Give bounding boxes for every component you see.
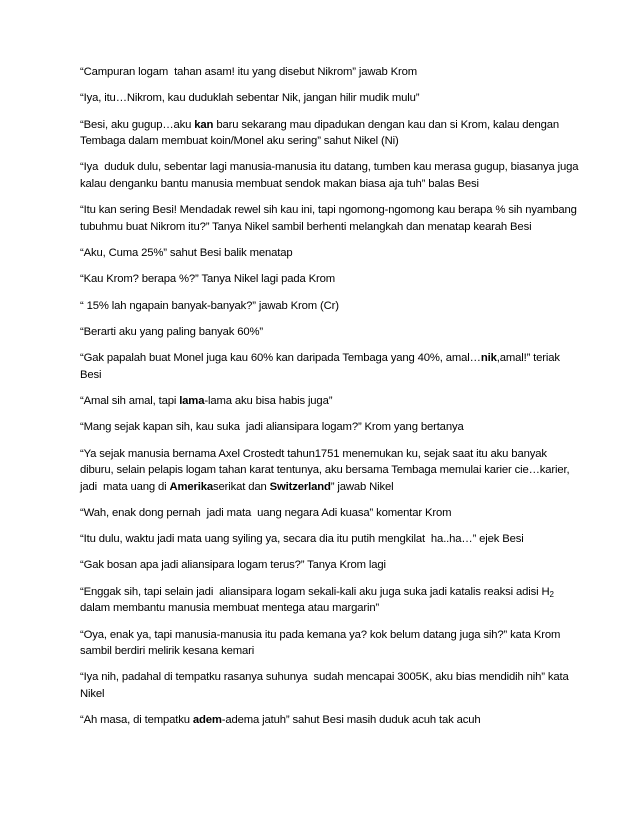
- text-run: “Besi, aku gugup…aku: [80, 118, 195, 131]
- text-run: “Itu dulu, waktu jadi mata uang syiling ya, secara dia itu putih mengkilat ha..ha…” ejek Besi: [80, 533, 524, 546]
- text-run: “Aku, Cuma 25%” sahut Besi balik menatap: [80, 246, 293, 259]
- text-run: baru sekarang mau dipadukan dengan kau dan si Krom, kalau dengan Tembaga dalam membuat koin/Monel aku sering” sahut Nikel (Ni): [80, 118, 562, 148]
- text-run: “Itu kan sering Besi! Mendadak rewel sih kau ini, tapi ngomong-ngomong kau berapa % sih nyambang tubuhmu buat Nikrom itu?” Tanya Nikel sambil berhenti melangkah dan menatap kearah Besi: [80, 204, 580, 233]
- text-run: serikat dan: [213, 480, 270, 493]
- text-run: “Mang sejak kapan sih, kau suka jadi aliansipara logam?” Krom yang bertanya: [80, 421, 464, 434]
- text-run: “Iya nih, padahal di tempatku rasanya suhunya sudah mencapai 3005K, aku bias mendidih nih” kata Nikel: [80, 671, 572, 700]
- dialogue-paragraph: [80, 446, 580, 496]
- text-run: “Kau Krom? berapa %?” Tanya Nikel lagi pada Krom: [80, 273, 336, 286]
- document-page: [80, 64, 580, 738]
- dialogue-paragraph: [80, 350, 580, 383]
- dialogue-paragraph: [80, 627, 580, 660]
- bold-text: lama: [179, 394, 205, 407]
- text-run: “Campuran logam tahan asam! itu yang disebut Nikrom” jawab Krom: [80, 66, 417, 78]
- text-run: “Gak papalah buat Monel juga kau 60% kan daripada Tembaga yang 40%, amal…: [80, 352, 481, 365]
- text-run: “Wah, enak dong pernah jadi mata uang negara Adi kuasa” komentar Krom: [80, 506, 452, 519]
- dialogue-paragraph: [80, 324, 580, 341]
- dialogue-paragraph: [80, 531, 580, 548]
- dialogue-paragraph: [80, 117, 580, 150]
- text-run: “Ya sejak manusia bernama Axel Crostedt tahun1751 menemukan ku, sejak saat itu aku banyak diburu, selain pelapis logam tahan karat tentunya, aku bersama Tembaga memulai karier cie…karier, jadi mata uang di: [80, 447, 573, 493]
- dialogue-paragraph: [80, 505, 580, 522]
- subscript-text: 2: [549, 589, 554, 599]
- text-run: -adema jatuh” sahut Besi masih duduk acuh tak acuh: [221, 714, 481, 727]
- text-run: dalam membantu manusia membuat mentega atau margarin”: [80, 585, 557, 615]
- text-run: “Oya, enak ya, tapi manusia-manusia itu pada kemana ya? kok belum datang juga sih?” kata Krom sambil berdiri melirik kesana kemari: [80, 628, 564, 658]
- text-run: “Enggak sih, tapi selain jadi aliansipara logam sekali-kali aku juga suka jadi katalis reaksi adisi H: [80, 585, 550, 598]
- dialogue-paragraph: [80, 298, 580, 315]
- dialogue-paragraph: [80, 271, 580, 288]
- text-run: “Iya duduk dulu, sebentar lagi manusia-manusia itu datang, tumben kau merasa gugup, biasanya juga kalau denganku bantu manusia membuat sendok makan biasa aja tuh” balas Besi: [80, 161, 582, 190]
- text-run: “Gak bosan apa jadi aliansipara logam terus?” Tanya Krom lagi: [80, 559, 386, 572]
- text-run: ,amal!” teriak Besi: [80, 352, 563, 381]
- text-run: ” jawab Nikel: [330, 480, 394, 493]
- dialogue-paragraph: [80, 245, 580, 262]
- bold-text: adem: [192, 714, 222, 727]
- text-run: “Berarti aku yang paling banyak 60%”: [80, 325, 263, 338]
- dialogue-paragraph: [80, 669, 580, 702]
- text-run: -lama aku bisa habis juga”: [204, 394, 333, 407]
- text-run: “Amal sih amal, tapi: [80, 394, 180, 407]
- text-run: “ 15% lah ngapain banyak-banyak?” jawab Krom (Cr): [80, 299, 339, 312]
- dialogue-paragraph: [80, 557, 580, 574]
- text-run: “Ah masa, di tempatku: [80, 714, 193, 727]
- bold-text: Switzerland: [269, 480, 331, 493]
- dialogue-paragraph: [80, 64, 580, 81]
- dialogue-paragraph: [80, 712, 580, 729]
- dialogue-paragraph: [80, 393, 580, 410]
- dialogue-paragraph: [80, 202, 580, 235]
- dialogue-paragraph: [80, 419, 580, 436]
- bold-text: nik: [480, 352, 497, 365]
- dialogue-paragraph: [80, 159, 580, 192]
- bold-text: kan: [194, 118, 214, 131]
- dialogue-paragraph: [80, 584, 580, 617]
- dialogue-paragraph: [80, 90, 580, 107]
- text-run: “Iya, itu…Nikrom, kau duduklah sebentar Nik, jangan hilir mudik mulu”: [80, 92, 420, 105]
- bold-text: Amerika: [169, 480, 214, 493]
